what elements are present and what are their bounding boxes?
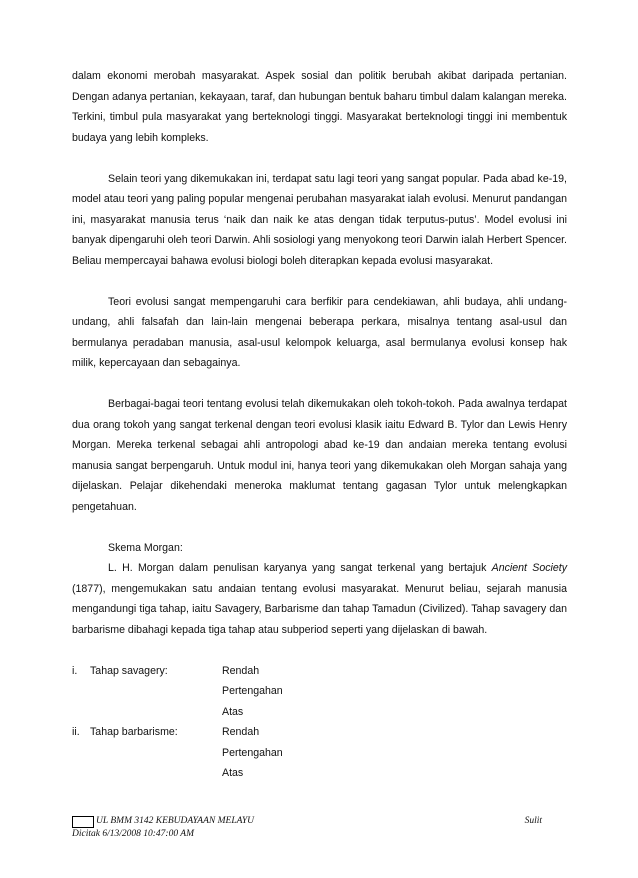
list-item	[72, 702, 567, 723]
list-item	[72, 661, 567, 682]
paragraph-2: Selain teori yang dikemukakan ini, terdapat satu lagi teori yang sangat popular. Pada abad ke-19, model atau teori yang paling popular mengenai perubahan masyarakat ialah evolusi. Menurut pandangan ini, masyarakat manusia terus ‘naik dan naik ke atas dengan tidak terputus-putus’. Model evolusi ini banyak dipengaruhi oleh teori Darwin. Ahli sosiologi yang menyokong teori Darwin ialah Herbert Spencer. Beliau mempercayai bahawa evolusi biologi boleh diterapkan kepada evolusi masyarakat.	[72, 172, 567, 267]
stage-number: ii.	[72, 726, 80, 738]
document-body	[72, 66, 567, 784]
paragraph-5-text-a: L. H. Morgan dalam penulisan karyanya yang sangat terkenal yang bertajuk	[108, 562, 492, 574]
list-item	[72, 763, 567, 784]
footer-module-title: UL BMM 3142 KEBUDAYAAN MELAYU	[96, 816, 255, 826]
book-title: Ancient Society	[491, 562, 568, 574]
list-item	[72, 681, 567, 702]
footer-printed-date: Dicitak 6/13/2008 10:47:00 AM	[72, 829, 194, 839]
stage-label: Tahap savagery:	[90, 664, 168, 677]
stage-level: Atas	[222, 705, 244, 718]
paragraph-5-text-b: (1877), mengemukakan satu andaian tentang evolusi masyarakat. Menurut beliau, sejarah manusia mengandungi tiga tahap, iaitu Savagery, Barbarisme dan tahap Tamadun (Civilized). Tahap savagery dan barbarisme dibahagi kepada tiga tahap atau subperiod seperti yang dijelaskan di bawah.	[72, 582, 567, 636]
stage-level: Atas	[222, 767, 244, 779]
stage-label: Tahap barbarisme:	[90, 726, 178, 738]
stage-list	[72, 661, 567, 784]
stage-level: Rendah	[222, 664, 260, 677]
paragraph-3: Teori evolusi sangat mempengaruhi cara berfikir para cendekiawan, ahli budaya, ahli undang-undang, ahli falsafah dan lain-lain mengenai beberapa perkara, misalnya tentang asal-usul dan bermulanya peradaban manusia, asal-usul kelompok keluarga, asal bermulanya evolusi konsep hak milik, kepercayaan dan sebagainya.	[72, 295, 567, 369]
page-footer	[72, 815, 542, 841]
stage-number: i.	[72, 664, 78, 677]
stage-level: Pertengahan	[222, 685, 283, 697]
footer-box	[72, 816, 94, 828]
skema-heading: Skema Morgan:	[108, 541, 183, 554]
paragraph-1: dalam ekonomi merobah masyarakat. Aspek sosial dan politik berubah akibat daripada pertanian. Dengan adanya pertanian, kekayaan, taraf, dan hubungan bentuk baharu timbul dalam kalangan mereka. Terkini, timbul pula masyarakat yang berteknologi tinggi. Masyarakat berteknologi tinggi ini membentuk budaya yang lebih kompleks.	[72, 70, 567, 144]
stage-level: Rendah	[222, 726, 260, 738]
stage-level: Pertengahan	[222, 746, 283, 759]
list-item	[72, 722, 567, 743]
footer-classification: Sulit	[524, 816, 542, 826]
paragraph-4: Berbagai-bagai teori tentang evolusi telah dikemukakan oleh tokoh-tokoh. Pada awalnya terdapat dua orang tokoh yang sangat terkenal dengan teori evolusi klasik iaitu Edward B. Tylor dan Lewis Henry Morgan. Mereka terkenal sebagai ahli antropologi abad ke-19 dan andaian mereka tentang evolusi manusia sangat berpengaruh. Untuk modul ini, hanya teori yang dikemukakan oleh Morgan sahaja yang dijelaskan. Pelajar dikehendaki meneroka maklumat tentang gagasan Tylor untuk melengkapkan pengetahuan.	[72, 398, 567, 513]
paragraph-5	[72, 558, 567, 640]
list-item	[72, 743, 567, 764]
